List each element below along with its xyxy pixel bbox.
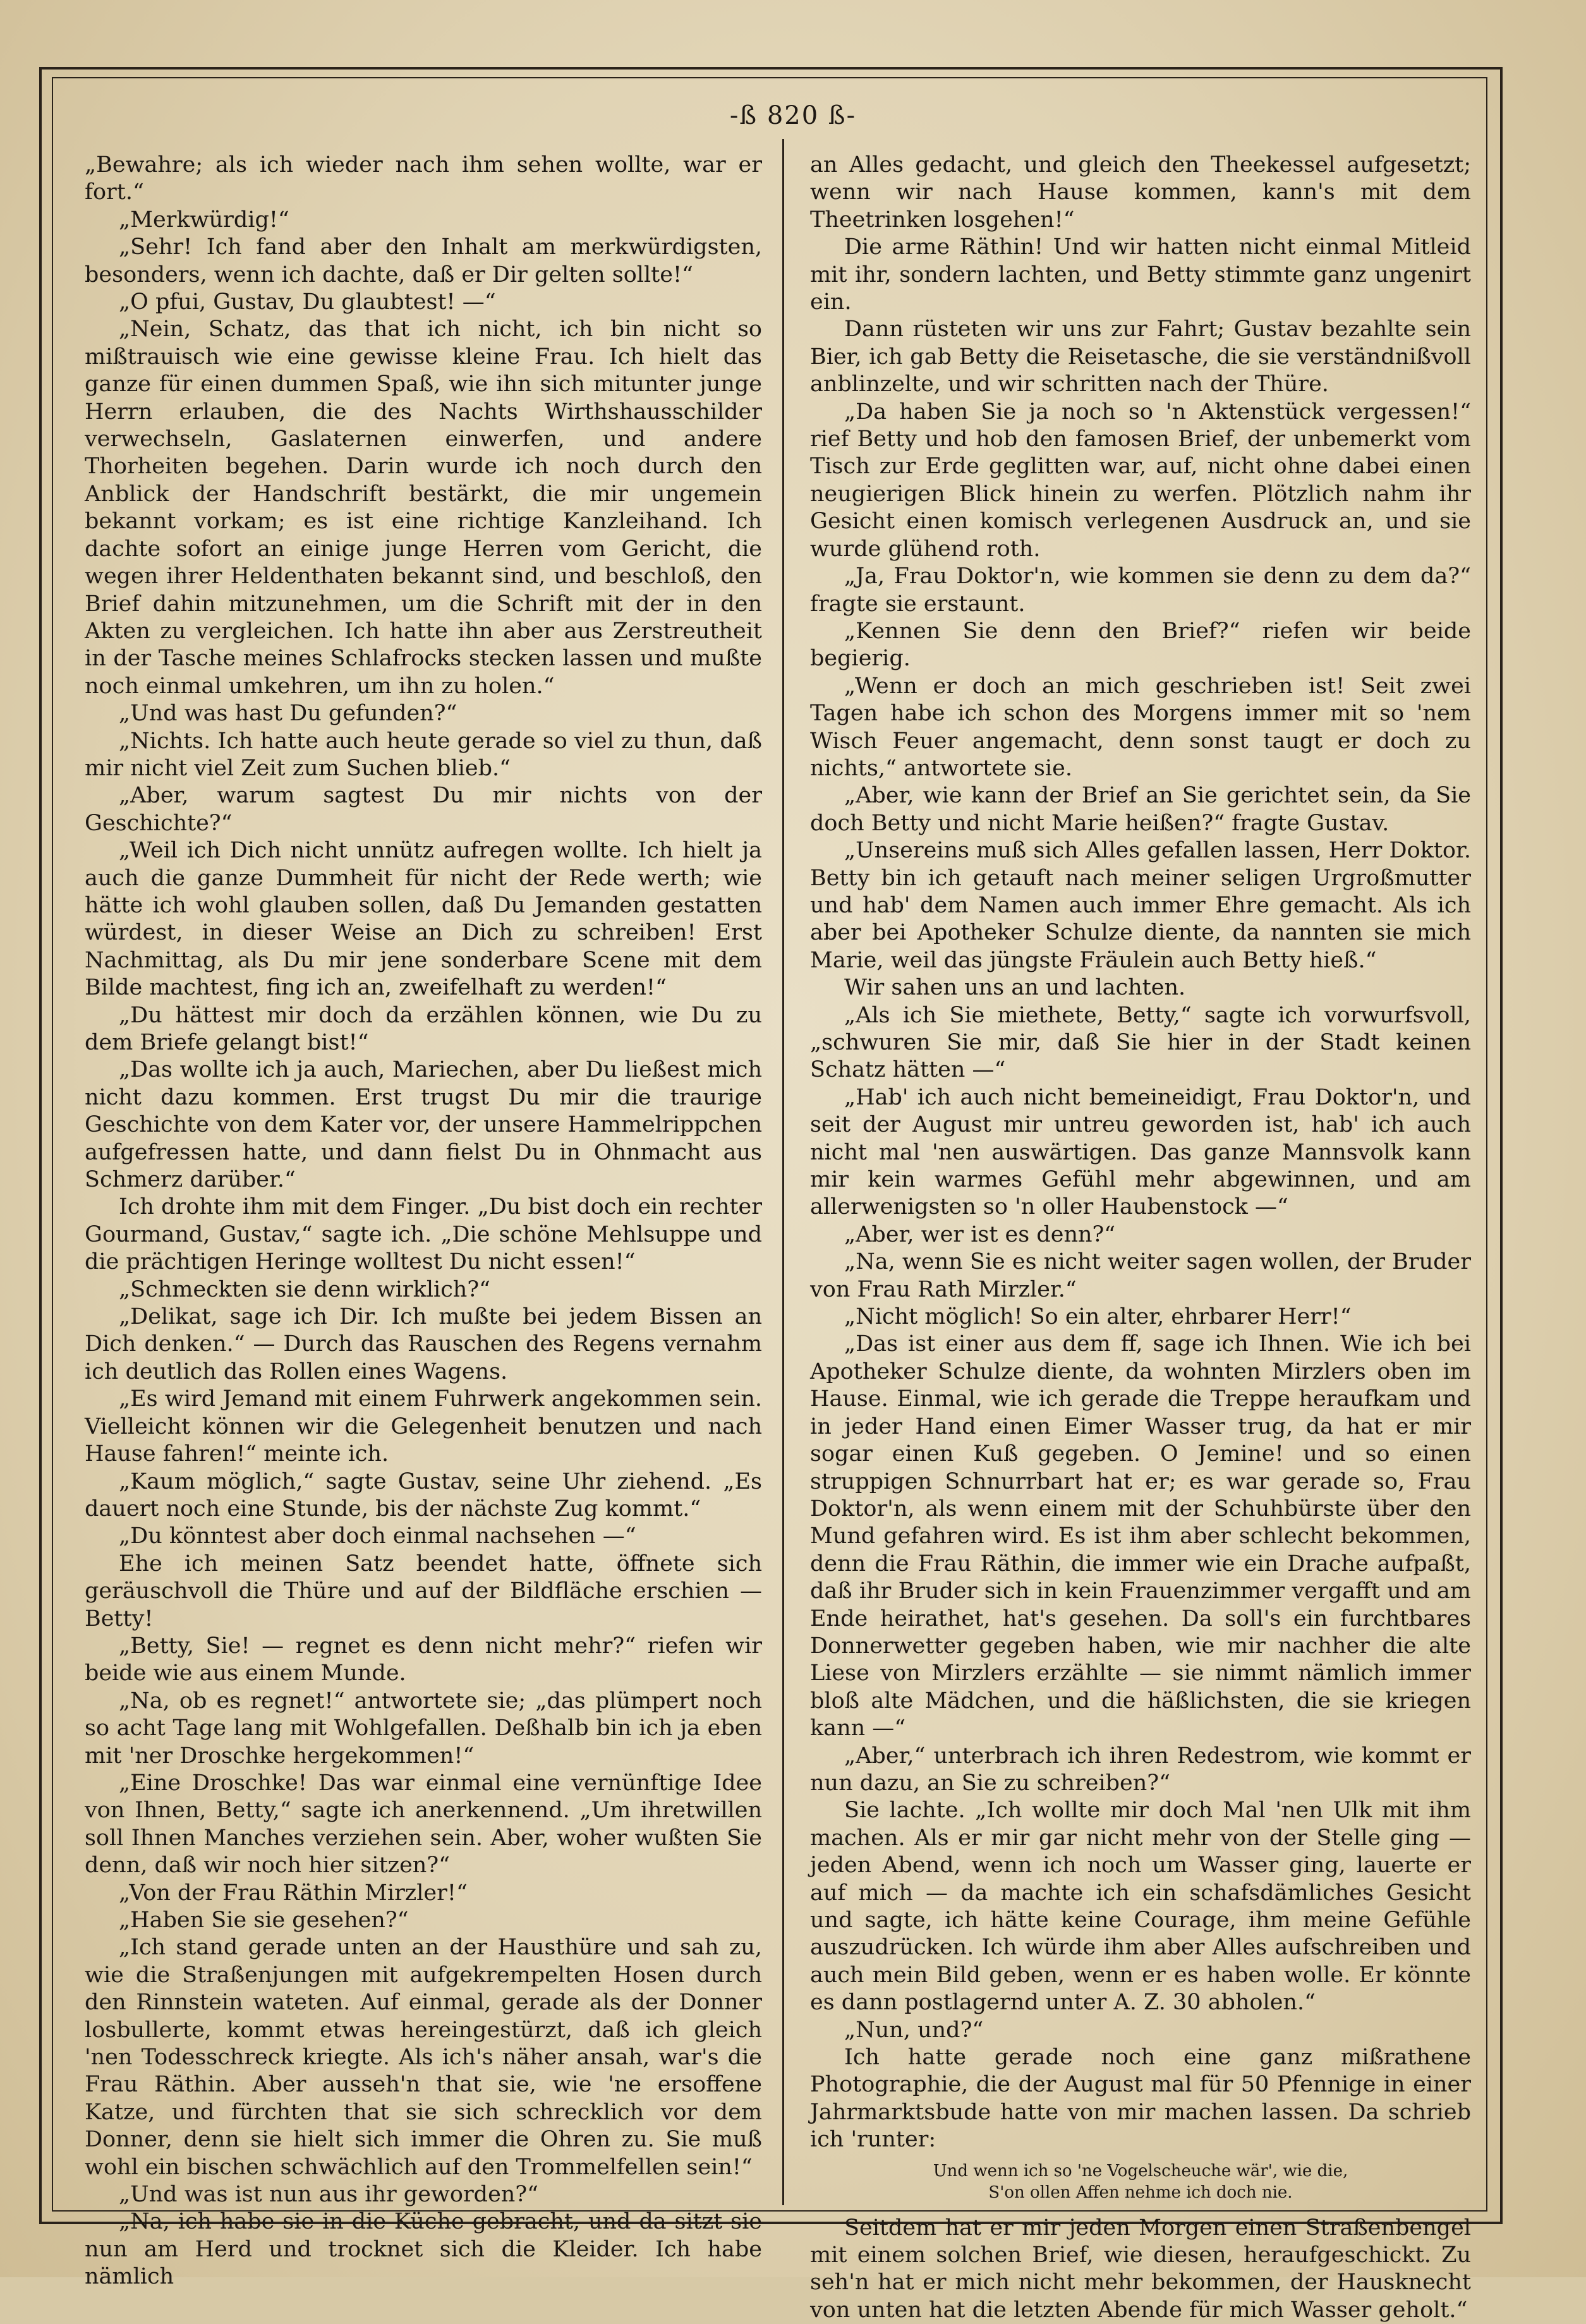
paragraph: „Ja, Frau Doktor'n, wie kommen sie denn zu dem da?“ fragte sie erstaunt. [810,564,1471,617]
paragraph: „Sehr! Ich fand aber den Inhalt am merkwürdigsten, besonders, wenn ich dachte, daß er Dir gelten sollte!“ [85,234,762,287]
paragraph: Dann rüsteten wir uns zur Fahrt; Gustav bezahlte sein Bier, ich gab Betty die Reisetasche, die sie verständnißvoll anblinzelte, und wir schritten nach der Thüre. [810,317,1471,397]
paragraph: „Unsereins muß sich Alles gefallen lassen, Herr Doktor. Betty bin ich getauft nach meiner seligen Urgroßmutter und hab' dem Namen auch immer Ehre gemacht. Als ich aber bei Apotheker Schulze diente, da nannten sie mich Marie, weil das jüngste Fräulein auch Betty hieß.“ [810,838,1471,973]
paragraph: „O pfui, Gustav, Du glaubtest! —“ [119,289,496,315]
right-column-end [810,2215,1471,2324]
paragraph: „Hab' ich auch nicht bemeineidigt, Frau Doktor'n, und seit der August mir untreu geworden ist, hab' ich auch nicht mal 'nen auswärtigen. Das ganze Mannsvolk kann mir kein warmes Gefühl mehr abgewinnen, und am allerwenigsten so 'n oller Haubenstock —“ [810,1084,1471,1220]
paragraph: „Aber, wer ist es denn?“ [844,1221,1116,1247]
paragraph: „Da haben Sie ja noch so 'n Aktenstück vergessen!“ rief Betty und hob den famosen Brief, der unbemerkt vom Tisch zur Erde geglitten war, auf, nicht ohne dabei einen neugierigen Blick hinein zu werfen. Plötzlich nahm ihr Gesicht einen komisch verlegenen Ausdruck an, und sie wurde glühend roth. [810,399,1471,562]
paragraph: „Das ist einer aus dem ff, sage ich Ihnen. Wie ich bei Apotheker Schulze diente, da wohnten Mirzlers oben im Hause. Einmal, wie ich gerade die Treppe heraufkam und in jeder Hand einen Eimer Wasser trug, da hat er mir sogar einen Kuß gegeben. O Jemine! und so einen struppigen Schnurrbart hat er; es war gerade so, Frau Doktor'n, als wenn einem mit der Schuhbürste über den Mund gefahren wird. Es ist ihm aber schlecht bekommen, denn die Frau Räthin, die immer wie ein Drache aufpaßt, daß ihr Bruder sich in kein Frauenzimmer vergafft und am Ende heirathet, hat's gesehen. Da soll's ein furchtbares Donnerwetter gegeben haben, wie mir nachher die alte Liese von Mirzlers erzählte — sie nimmt nämlich immer bloß alte Mädchen, und die häßlichsten, die sie kriegen kann —“ [810,1331,1471,1741]
paragraph: Seitdem hat er mir jeden Morgen einen Straßenbengel mit einem solchen Brief, wie diesen, heraufgeschickt. Zu seh'n hat er mich nicht mehr bekommen, der Hausknecht von unten hat die letzten Abende für mich Wasser geholt.“ [810,2215,1471,2323]
paragraph: „Betty, Sie! — regnet es denn nicht mehr?“ riefen wir beide wie aus einem Munde. [85,1633,762,1686]
paragraph: Die arme Räthin! Und wir hatten nicht einmal Mitleid mit ihr, sondern lachten, und Betty stimmte ganz ungenirt ein. [810,234,1471,315]
paragraph: „Aber, wie kann der Brief an Sie gerichtet sein, da Sie doch Betty und nicht Marie heißen?“ fragte Gustav. [810,783,1471,836]
right-text-column [810,152,1471,2323]
paragraph: „Nicht möglich! So ein alter, ehrbarer Herr!“ [844,1304,1352,1330]
paragraph: „Schmeckten sie denn wirklich?“ [119,1276,491,1302]
paragraph: „Weil ich Dich nicht unnütz aufregen wollte. Ich hielt ja auch die ganze Dummheit für nicht der Rede werth; wie hätte ich wohl glauben sollen, daß Du Jemanden gestatten würdest, in dieser Weise an Dich zu schreiben! Erst Nachmittag, als Du mir jene sonderbare Scene mit dem Bilde machtest, fing ich an, zweifelhaft zu werden!“ [85,838,762,1001]
ornament-right: ß- [819,101,857,130]
paragraph: „Und was hast Du gefunden?“ [119,701,457,727]
paragraph: „Ich stand gerade unten an der Hausthüre und sah zu, wie die Straßenjungen mit aufgekrempelten Hosen durch den Rinnstein wateten. Auf einmal, gerade als der Donner losbullerte, kommt etwas hereingestürzt, daß ich gleich 'nen Todesschreck kriegte. Als ich's näher ansah, war's die Frau Räthin. Aber ausseh'n that sie, wie 'ne ersoffene Katze, und fürchten that sie sich schrecklich vor dem Donner, denn sie hielt sich immer die Ohren zu. Sie muß wohl ein bischen schwächlich auf den Trommelfellen sein!“ [85,1935,762,2180]
paragraph: „Aber, warum sagtest Du mir nichts von der Geschichte?“ [85,783,762,836]
paragraph: Ich drohte ihm mit dem Finger. „Du bist doch ein rechter Gourmand, Gustav,“ sagte ich. „Die schöne Mehlsuppe und die prächtigen Heringe wolltest Du nicht essen!“ [85,1194,762,1275]
paragraph: Ehe ich meinen Satz beendet hatte, öffnete sich geräuschvoll die Thüre und auf der Bildfläche erschien — Betty! [85,1551,762,1631]
paragraph: „Nun, und?“ [844,2017,984,2043]
paragraph: „Na, ob es regnet!“ antwortete sie; „das plümpert noch so acht Tage lang mit Wohlgefallen. Deßhalb bin ich ja eben mit 'ner Droschke hergekommen!“ [85,1688,762,1769]
paragraph: „Es wird Jemand mit einem Fuhrwerk angekommen sein. Vielleicht können wir die Gelegenheit benutzen und nach Hause fahren!“ meinte ich. [85,1386,762,1467]
verse-line: Und wenn ich so 'ne Vogelscheuche wär', wie die, [933,2161,1348,2181]
column-divider [782,139,784,2205]
verse-quotation [810,2160,1471,2203]
paragraph: an Alles gedacht, und gleich den Theekessel aufgesetzt; wenn wir nach Hause kommen, kann's mit dem Theetrinken losgehen!“ [810,152,1471,233]
paragraph: „Eine Droschke! Das war einmal eine vernünftige Idee von Ihnen, Betty,“ sagte ich anerkennend. „Um ihretwillen soll Ihnen Manches verziehen sein. Aber, woher wußten Sie denn, daß wir noch hier sitzen?“ [85,1770,762,1879]
paragraph: „Und was ist nun aus ihr geworden?“ [119,2182,538,2208]
paragraph: „Du könntest aber doch einmal nachsehen —“ [119,1523,636,1549]
paragraph: „Bewahre; als ich wieder nach ihm sehen wollte, war er fort.“ [85,152,762,205]
verse-line: S'on ollen Affen nehme ich doch nie. [988,2182,1293,2202]
left-text-column [85,152,762,2290]
ornament-left: -ß [729,101,767,130]
paragraph: „Wenn er doch an mich geschrieben ist! Seit zwei Tagen habe ich schon des Morgens immer mit so 'nem Wisch Feuer angemacht, denn sonst taugt er doch zu nichts,“ antwortete sie. [810,673,1471,781]
paragraph: „Aber,“ unterbrach ich ihren Redestrom, wie kommt er nun dazu, an Sie zu schreiben?“ [810,1743,1471,1796]
paragraph: „Na, ich habe sie in die Küche gebracht, und da sitzt sie nun am Herd und trocknet sich die Kleider. Ich habe nämlich [85,2209,762,2290]
page-number [689,101,897,130]
paragraph: „Kennen Sie denn den Brief?“ riefen wir beide begierig. [810,618,1471,672]
paragraph: Sie lachte. „Ich wollte mir doch Mal 'nen Ulk mit ihm machen. Als er mir gar nicht mehr von der Stelle ging — jeden Abend, wenn ich noch um Wasser ging, lauerte er auf mich — da machte ich ein schafsdämliches Gesicht und sagte, ich hätte keine Courage, ihm meine Gefühle auszudrücken. Ich würde ihm aber Alles aufschreiben und auch mein Bild geben, wenn er es haben wolle. Er könnte es dann postlagernd unter A. Z. 30 abholen.“ [810,1798,1471,2016]
paragraph: Ich hatte gerade noch eine ganz mißrathene Photographie, die der August mal für 50 Pfennige in einer Jahrmarktsbude hatte von mir machen lassen. Da schrieb ich 'runter: [810,2045,1471,2153]
right-column-body [810,152,1471,2154]
paragraph: „Von der Frau Räthin Mirzler!“ [119,1880,468,1906]
paragraph: „Kaum möglich,“ sagte Gustav, seine Uhr ziehend. „Es dauert noch eine Stunde, bis der nächste Zug kommt.“ [85,1468,762,1522]
paragraph: „Nein, Schatz, das that ich nicht, ich bin nicht so mißtrauisch wie eine gewisse kleine Frau. Ich hielt das ganze für einen dummen Spaß, wie ihn sich mitunter junge Herrn erlauben, die des Nachts Wirthshausschilder verwechseln, Gaslaternen einwerfen, und andere Thorheiten begehen. Darin wurde ich noch durch den Anblick der Handschrift bestärkt, die mir ungemein bekannt vorkam; es ist eine richtige Kanzleihand. Ich dachte sofort an einige junge Herren vom Gericht, die wegen ihrer Heldenthaten bekannt sind, und beschloß, den Brief dahin mitzunehmen, um die Schrift mit der in den Akten zu vergleichen. Ich hatte ihn aber aus Zerstreutheit in der Tasche meines Schlafrocks stecken lassen und mußte noch einmal umkehren, um ihn zu holen.“ [85,317,762,699]
paragraph: „Haben Sie sie gesehen?“ [119,1908,409,1933]
paragraph: „Na, wenn Sie es nicht weiter sagen wollen, der Bruder von Frau Rath Mirzler.“ [810,1249,1471,1302]
paragraph: „Delikat, sage ich Dir. Ich mußte bei jedem Bissen an Dich denken.“ — Durch das Rauschen des Regens vernahm ich deutlich das Rollen eines Wagens. [85,1304,762,1384]
paragraph: „Als ich Sie miethete, Betty,“ sagte ich vorwurfsvoll, „schwuren Sie mir, daß Sie hier in der Stadt keinen Schatz hätten —“ [810,1002,1471,1083]
paragraph: „Du hättest mir doch da erzählen können, wie Du zu dem Briefe gelangt bist!“ [85,1002,762,1055]
paragraph: „Nichts. Ich hatte auch heute gerade so viel zu thun, daß mir nicht viel Zeit zum Suchen blieb.“ [85,728,762,781]
paragraph: „Das wollte ich ja auch, Mariechen, aber Du ließest mich nicht dazu kommen. Erst trugst Du mir die traurige Geschichte von dem Kater vor, der unsere Hammelrippchen aufgefressen hatte, und dann fielst Du in Ohnmacht aus Schmerz darüber.“ [85,1057,762,1193]
paragraph: Wir sahen uns an und lachten. [844,975,1186,1001]
page-number-value: 820 [766,101,820,130]
paragraph: „Merkwürdig!“ [119,207,289,233]
